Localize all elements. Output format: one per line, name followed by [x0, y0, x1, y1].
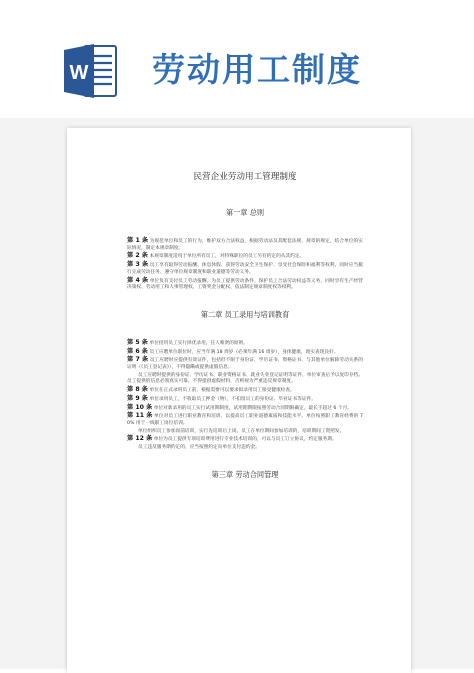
article-number: 第 12 条 — [127, 435, 153, 443]
article-text: 员工应聘时应提供有效证件，包括但不限于身份证、学历证书、资格证书、与其他单位解除劳动关系的证明（《员工登记表》），不得隐瞒或提供虚假信息。 — [127, 358, 363, 371]
document-title: 民营企业劳动用工管理制度 — [193, 172, 297, 182]
article-text: 单位录用员工，不收取员工押金（物），不扣留员工的身份证、毕业证书等证件。 — [149, 396, 316, 402]
article-text: 单位负有支付员工劳动报酬、为员工提供劳动条件、保护员工合法劳动权益等义务，同时享有生产经营决策权、劳动用工和人事管理权、工资奖金分配权、依法制定规章制度权等权利。 — [127, 278, 363, 291]
article-paragraph — [127, 405, 363, 413]
chapter-2-body — [127, 340, 363, 452]
article-paragraph — [127, 387, 363, 395]
article-paragraph — [127, 357, 363, 371]
banner-title: 劳动用工制度 — [152, 50, 362, 89]
chapter-1-heading: 第一章 总则 — [225, 208, 265, 217]
word-logo-letter: W — [69, 62, 89, 84]
article-text: 单位对员工进行职业教育和培训，以提高员工职业道德素质和技能水平。单位按照职工教育经费的 70% 用于一线职工岗位培训。 — [127, 414, 363, 426]
article-number: 第 8 条 — [127, 386, 148, 394]
banner — [0, 0, 474, 118]
article-text: 员工享有取得劳动报酬、休息休假、获得劳动安全卫生保护、享受社会保险和福利等权利，同时应当履行完成劳动任务、遵守单位规章制度和职业道德等劳动义务。 — [127, 263, 363, 275]
chapter-3-heading: 第三章 劳动合同管理 — [211, 469, 279, 479]
article-text: 为规范单位和员工的行为，维护双方合法权益，根据劳动法及其配套法规、规章的规定，结合单位的实际情况，制定本规章制度。 — [127, 239, 363, 251]
article-number: 第 11 条 — [127, 412, 153, 420]
document-body — [127, 170, 363, 500]
article-text: 本规章制度适用于单位所有员工，对特殊职位的员工另有约定的从其约定。 — [149, 254, 305, 260]
article-text: 员工应聘时提供的身份证、学历证书、职业资格证书、就业失业登记证明等证件，单位审查后予以复印存档。员工提供的信息必须真实可靠，不得提供虚假材料，否则视为严重违反规章制度。 — [127, 372, 364, 385]
article-number: 第 2 条 — [127, 252, 148, 260]
article-text: 员工违反服务期约定的，应当按照约定向单位支付违约金。 — [138, 445, 260, 451]
article-paragraph — [127, 436, 363, 444]
article-number: 第 4 条 — [127, 276, 149, 284]
article-paragraph — [127, 278, 363, 292]
article-text: 单位为员工提供专项培训费用进行专业技术培训的，可以与员工订立协议，约定服务期。 — [153, 437, 337, 443]
article-paragraph — [127, 396, 363, 404]
article-text: 单位组织员工参加岗前培训，实行先培训后上岗。员工在单位期间参加培训的，培训期间工资照发。 — [138, 428, 345, 434]
article-paragraph — [127, 429, 363, 436]
article-text: 单位招用员工实行择优录用，任人唯贤的原则。 — [149, 340, 248, 346]
article-paragraph — [127, 445, 363, 452]
article-paragraph — [127, 349, 363, 357]
article-number: 第 3 条 — [127, 261, 149, 269]
document-page: ​ 民营企业劳动用工管理制度 第一章 总则 第 1 条 为规范单位和员工的行为，维护双方合法权益，根据劳动法及其配套法规、规章的规定，结合单位的实际情况，制定本规章制度。 第 2 条 本规章制度适用于单位所有员工，对特殊职位的员工另有约定的从其约定。 第 3 条 员工享有取得劳动报酬、休息休假、获得劳动安全卫生保护、享受社会保险和福利等权利，同时应当履行完成劳动任务、遵守单位规章制度和职业道德等劳动义务。 第 4 条 单位负有支付员工劳动报酬、为员工提供劳动条件、保护员工合法劳动权益等义务，同时享有生产经营决策权、劳动用工和人事管理权、工资奖金分配权、依法制定规章制度权等权利。 第二章 员工录用与培训教育 第 5 条 单位招用员工实行择优录用，任人唯贤的原则。 第 6 条 员工应聘单位职位时，应当年满 18 周岁（必须年满 16 周岁），身体健康，现实表现良好。 第 7 条 员工应聘时应提供有效证件，包括但不限于身份证、学历证书、资格证书、与其他单位解除劳动关系的证明（《员工登记表》），不得隐瞒或提供虚假信息。 员工应聘时提供的身份证、学历证书、职业资格证书、就业失业登记证明等证件，单位审查后予以复印存档。员工提供的信息必须真实可靠，不得提供虚假材料，否则视为严重违反规章制度。 第 8 条 单位在正式录用员工前，根据需要可以要求拟录用员工接受健康检查。 第 9 条 单位录用员工，不收取员工押金（物），不扣留员工的身份证、毕业证书等证件。 第 10 条 单位对新录用的员工实行试用期制度，试用期期限按照劳动合同期限确定，最长不超过 6 个月。 第 11 条 单位对员工进行职业教育和培训，以提高员工职业道德素质和技能水平。单位按照职工教育经费的 70% 用于一线职工岗位培训。 单位组织员工参加岗前培训，实行先培训后上岗。员工在单位期间参加培训的，培训期间工资照发。 第 12 条 单位为员工提供专项培训费用进行专业技术培训的，可以与员工订立协议，约定服务期。 员工违反服务期约定的，应当按照约定向单位支付违约金。 第三章 劳动合同管理 — [67, 128, 411, 673]
article-paragraph — [127, 262, 363, 276]
article-number: 第 9 条 — [127, 394, 148, 402]
article-text: 单位在正式录用员工前，根据需要可以要求拟录用员工接受健康检查。 — [149, 388, 295, 394]
word-document-icon — [62, 42, 118, 100]
article-text: 员工应聘单位职位时，应当年满 18 周岁（必须年满 16 周岁），身体健康，现实表现良好。 — [149, 349, 339, 355]
article-paragraph — [127, 238, 363, 252]
article-text: 单位对新录用的员工实行试用期制度，试用期期限按照劳动合同期限确定，最长不超过 6 个月。 — [153, 405, 352, 411]
article-number: 第 5 条 — [127, 338, 148, 346]
chapter-1-body — [127, 238, 363, 292]
chapter-2-heading: 第二章 员工录用与培训教育 — [200, 309, 290, 319]
article-number: 第 7 条 — [127, 356, 149, 364]
article-paragraph — [127, 413, 363, 427]
article-paragraph — [127, 253, 363, 261]
article-number: 第 1 条 — [127, 237, 149, 244]
article-number: 第 10 条 — [127, 403, 153, 411]
article-paragraph — [127, 373, 363, 386]
article-paragraph — [127, 340, 363, 348]
article-number: 第 6 条 — [127, 347, 148, 355]
